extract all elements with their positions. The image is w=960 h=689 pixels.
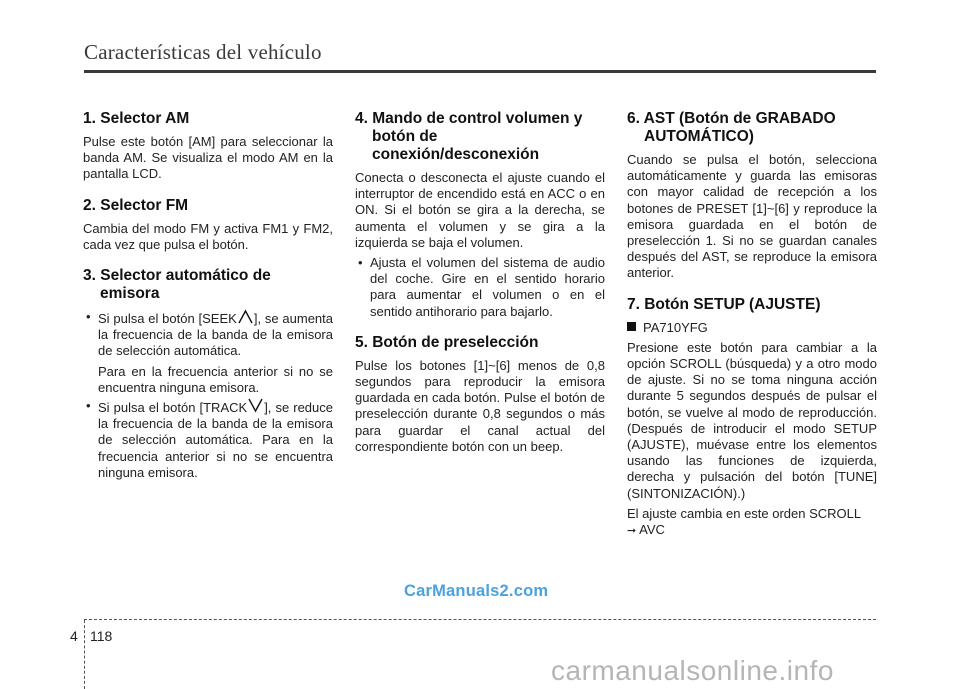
track-text-pre: Si pulsa el botón [TRACK bbox=[98, 400, 248, 416]
page-header-title: Características del vehículo bbox=[84, 40, 322, 64]
section-title bbox=[83, 267, 333, 303]
seek-text-pre: Si pulsa el botón [SEEK bbox=[98, 311, 237, 327]
chevron-down-icon bbox=[247, 398, 264, 413]
seek-text-post: ], se aumenta la frecuencia de la banda de la emisora de selección automática. bbox=[98, 311, 333, 359]
section-body: Conecta o desconecta el ajuste cuando el interruptor de encendido está en ACC o en ON. Si el botón se gira a la derecha, se aumenta el volumen y se gira a la izquierda se baja el volumen. bbox=[355, 170, 605, 250]
arrow-right-icon: ➞ bbox=[627, 525, 637, 538]
section-title-line2: emisora bbox=[100, 285, 160, 303]
section-title: 5. Botón de preselección bbox=[355, 333, 539, 351]
section-title: 7. Botón SETUP (AJUSTE) bbox=[627, 295, 821, 313]
section-setup-button bbox=[627, 296, 877, 540]
track-text-post: ], se reduce la frecuencia de la banda de la emisora de selección automática. Para en la frecuencia anterior si no se encuentra ninguna emisora. bbox=[98, 400, 333, 480]
section-title-line2: botón de conexión/desconexión bbox=[372, 128, 540, 163]
section-title-line2: AUTOMÁTICO) bbox=[644, 128, 754, 145]
setup-order bbox=[627, 506, 877, 539]
section-title: 1. Selector AM bbox=[83, 110, 190, 127]
column-1 bbox=[83, 110, 333, 495]
section-body: Presione este botón para cambiar a la opción SCROLL (búsqueda) y a otro modo de ajuste. Si no se toma ninguna acción durante 5 segundos después de pulsar el botón, se vuelve al modo de reproducción. (Después de introducir el modo SETUP (AJUSTE), muévase entre los elementos usando las funciones de izquierda, derecha y pulsación del botón [TUNE] (SINTONIZACIÓN).) bbox=[627, 339, 877, 501]
section-title: 2. Selector FM bbox=[83, 196, 189, 214]
section-title bbox=[355, 110, 605, 164]
section-body: Pulse los botones [1]~[6] menos de 0,8 segundos para reproducir la emisora guardada en cada botón. Pulse el botón de preselección durante 0,8 segundos o más para guardar el canal actual del correspondiente botón con un beep. bbox=[355, 357, 605, 454]
setup-order-line: El ajuste cambia en este orden SCROLL bbox=[627, 505, 862, 521]
bullet-list bbox=[355, 255, 605, 320]
setup-order-end: AVC bbox=[639, 522, 665, 538]
footer-vertical-divider bbox=[84, 620, 85, 689]
list-item bbox=[83, 309, 333, 396]
section-body: Cambia del modo FM y activa FM1 y FM2, cada vez que pulsa el botón. bbox=[83, 220, 333, 252]
section-title-line1: 4. Mando de control volumen y bbox=[355, 110, 583, 127]
reference-code bbox=[627, 320, 877, 336]
list-item bbox=[83, 398, 333, 481]
reference-code-text: PA710YFG bbox=[643, 319, 708, 335]
section-title-line1: 6. AST (Botón de GRABADO bbox=[627, 110, 836, 127]
chevron-up-icon bbox=[237, 309, 254, 324]
section-body: Pulse este botón [AM] para seleccionar la banda AM. Se visualiza el modo AM en la pantalla LCD. bbox=[83, 134, 333, 182]
chapter-number: 4 bbox=[70, 628, 78, 644]
section-preset-buttons bbox=[355, 334, 605, 455]
carmanuals-watermark[interactable]: CarManuals2.com bbox=[404, 582, 549, 600]
column-2 bbox=[355, 110, 605, 469]
column-3 bbox=[627, 110, 877, 553]
seek-note: Para en la frecuencia anterior si no se encuentra ninguna emisora. bbox=[98, 363, 333, 395]
page-number: 118 bbox=[90, 628, 113, 644]
section-title-line1: 3. Selector automático de bbox=[83, 267, 271, 285]
section-body: Cuando se pulsa el botón, selecciona automáticamente y guarda las emisoras con mayor calidad de recepción a los botones de PRESET [1]~[6] y reproduce la emisora guardada en el botón de preselección 1. Si no se guardan canales después del AST, se reproduce la emisora anterior. bbox=[627, 152, 877, 281]
site-watermark: carmanualsonline.info bbox=[551, 655, 834, 686]
section-ast bbox=[627, 110, 877, 282]
section-auto-station-selector bbox=[83, 267, 333, 481]
square-bullet-icon bbox=[627, 322, 636, 331]
section-volume-knob bbox=[355, 110, 605, 320]
footer-divider bbox=[84, 619, 876, 620]
section-title bbox=[627, 110, 877, 146]
list-item: • Ajusta el volumen del sistema de audio del coche. Gire en el sentido horario para aumentar el volumen o en el sentido antihorario para bajarlo. bbox=[355, 255, 605, 320]
bullet-list bbox=[83, 309, 333, 481]
section-am-selector bbox=[83, 110, 333, 183]
header-divider bbox=[84, 70, 876, 73]
section-fm-selector bbox=[83, 197, 333, 253]
